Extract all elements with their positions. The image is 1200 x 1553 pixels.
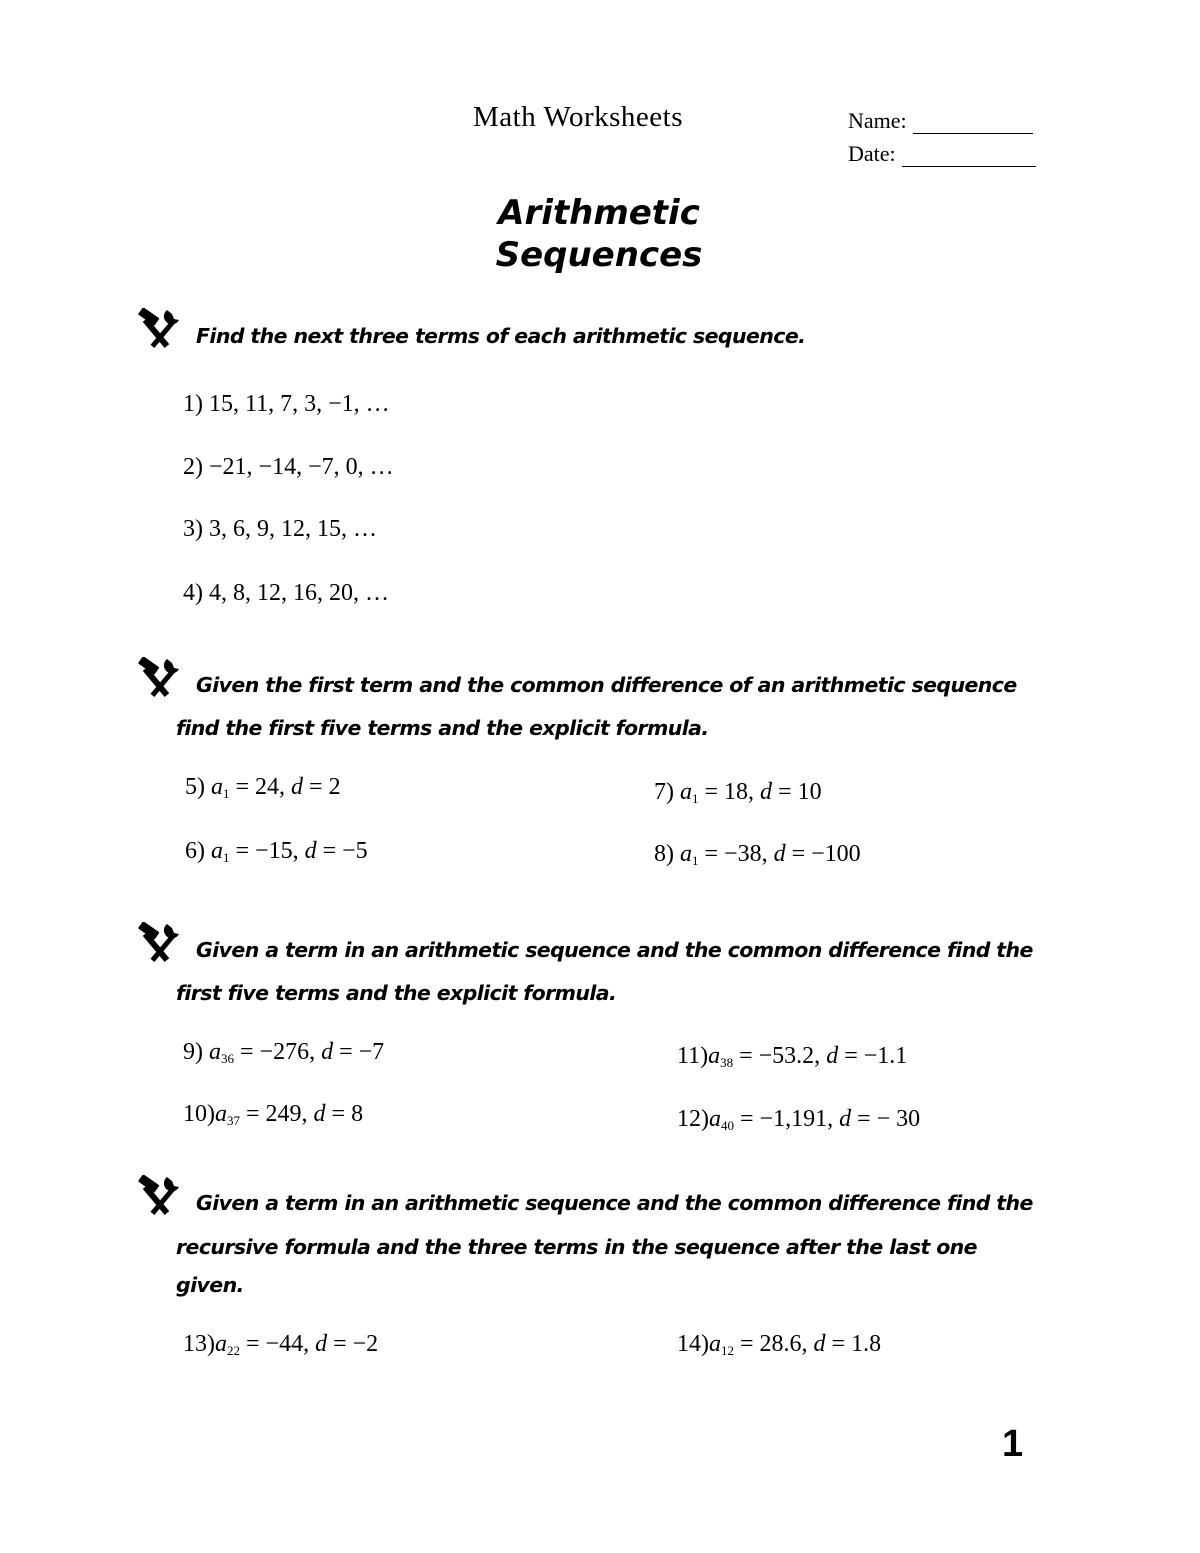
variable: a [211,774,223,800]
difference-var: d [313,1101,326,1127]
problem-3 [183,516,377,543]
variable: a [680,779,692,805]
subscript: 12 [721,1343,734,1358]
difference-var: d [321,1039,334,1065]
term-value: = −15, [235,838,299,864]
section-3-instruction-line-2: first five terms and the explicit formula. [176,981,617,1005]
term-value: = −1,191, [740,1106,834,1132]
difference-value: = −1.1 [844,1043,908,1069]
problem-text: 15, 11, 7, 3, −1, … [209,391,390,417]
hammer-wrench-icon [137,657,183,699]
difference-var: d [839,1106,852,1132]
problem-5 [185,774,341,802]
subscript: 1 [692,853,699,868]
problem-number: 3) [183,516,203,542]
difference-var: d [304,838,317,864]
variable: a [709,1331,721,1357]
header-title: Math Worksheets [473,101,684,133]
page-number: 1 [1002,1423,1024,1465]
subscript: 1 [223,850,230,865]
problem-number: 7) [654,779,674,805]
problem-number: 12) [677,1106,709,1132]
difference-var: d [315,1331,328,1357]
name-field [848,108,1033,134]
problem-number: 6) [185,838,205,864]
problem-number: 10) [183,1101,215,1127]
problem-4 [183,580,389,607]
hammer-wrench-icon [137,922,183,964]
problem-number: 13) [183,1331,215,1357]
problem-text: 3, 6, 9, 12, 15, … [209,516,377,542]
difference-value: = 8 [331,1101,364,1127]
difference-var: d [760,779,773,805]
term-value: = −44, [246,1331,310,1357]
variable: a [209,1039,221,1065]
variable: a [680,841,692,867]
difference-value: = 1.8 [831,1331,882,1357]
difference-value: = −100 [791,841,861,867]
title-line-1: Arithmetic [498,193,700,233]
subscript: 40 [721,1118,734,1133]
difference-value: = 10 [778,779,822,805]
variable: a [211,838,223,864]
name-blank-line[interactable] [913,113,1033,134]
section-4-instruction-line-2: recursive formula and the three terms in the sequence after the last one [176,1235,977,1259]
subscript: 1 [223,786,230,801]
section-2-instruction-line-1: Given the first term and the common difference of an arithmetic sequence [196,673,1017,697]
problem-12 [677,1106,920,1134]
variable: a [215,1331,227,1357]
section-4-instruction-line-1: Given a term in an arithmetic sequence and the common difference find the [196,1191,1033,1215]
problem-number: 2) [183,454,203,480]
section-4-instruction-line-3: given. [176,1273,244,1297]
subscript: 37 [227,1113,240,1128]
problem-number: 1) [183,391,203,417]
problem-number: 11) [677,1043,709,1069]
difference-var: d [826,1043,839,1069]
term-value: = −53.2, [739,1043,821,1069]
subscript: 22 [227,1343,240,1358]
difference-value: = −2 [333,1331,379,1357]
problem-9 [183,1039,384,1067]
problem-number: 5) [185,774,205,800]
section-1-instruction: Find the next three terms of each arithmetic sequence. [196,324,806,348]
section-3-instruction-line-1: Given a term in an arithmetic sequence and the common difference find the [196,938,1033,962]
subscript: 36 [221,1051,234,1066]
difference-var: d [773,841,786,867]
difference-value: = 2 [309,774,341,800]
problem-number: 4) [183,580,203,606]
subscript: 38 [720,1055,734,1070]
problem-number: 8) [654,841,674,867]
term-value: = 18, [704,779,755,805]
variable: a [215,1101,227,1127]
page-title [449,192,749,276]
date-field [848,141,1036,167]
problem-number: 14) [677,1331,709,1357]
date-label: Date: [848,141,896,166]
problem-number: 9) [183,1039,203,1065]
difference-value: = −7 [339,1039,385,1065]
term-value: = 249, [246,1101,308,1127]
problem-10 [183,1101,363,1129]
title-line-2: Sequences [495,235,703,275]
variable: a [709,1106,721,1132]
difference-value: = −5 [322,838,368,864]
difference-var: d [813,1331,826,1357]
term-value: = 24, [235,774,286,800]
date-blank-line[interactable] [902,146,1036,167]
problem-14 [677,1331,881,1359]
problem-11 [677,1043,907,1071]
problem-13 [183,1331,378,1359]
problem-6 [185,838,368,866]
name-label: Name: [848,108,907,133]
term-value: = 28.6, [740,1331,808,1357]
problem-8 [654,841,861,869]
problem-1 [183,391,390,418]
problem-text: 4, 8, 12, 16, 20, … [209,580,389,606]
hammer-wrench-icon [137,308,183,350]
hammer-wrench-icon [137,1175,183,1217]
difference-var: d [291,774,304,800]
problem-2 [183,454,394,481]
difference-value: = − 30 [857,1106,921,1132]
problem-text: −21, −14, −7, 0, … [209,454,394,480]
subscript: 1 [692,791,699,806]
term-value: = −38, [704,841,768,867]
section-2-instruction-line-2: find the first five terms and the explicit formula. [176,716,709,740]
problem-7 [654,779,822,807]
term-value: = −276, [240,1039,316,1065]
variable: a [708,1043,721,1069]
